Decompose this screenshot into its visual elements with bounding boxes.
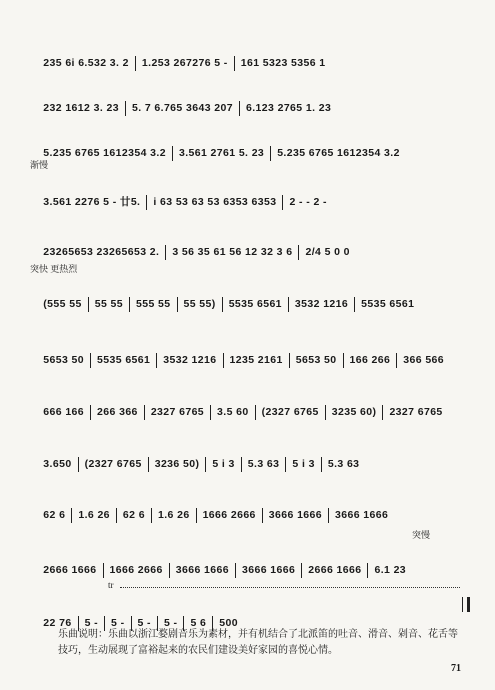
measure: 3.5 60 [217,406,249,418]
measure: 62 6 [43,509,66,521]
measure: 161 5323 5356 1 [240,57,326,69]
measure: 666 166 [43,406,85,418]
measure: 55 55) [183,298,216,310]
score-row-12 [30,596,470,629]
measure: 2327 6765 [389,406,443,418]
measure: 366 566 [403,354,445,366]
measure: (555 55 [43,298,82,310]
measure: 3666 1666 [241,564,296,576]
score-row-8 [30,385,470,418]
measure: 500 [219,617,238,629]
measure: 5.235 6765 1612354 3.2 [277,147,400,159]
measure: 1666 2666 [202,509,256,521]
score-row-10 [30,488,470,521]
trill-line [120,587,460,594]
page-number: 71 [451,663,461,674]
measure: 555 55 [135,298,171,310]
final-barline [462,597,470,612]
measure: 3.561 2276 5 - 廿5. [43,196,141,208]
measure: 5653 50 [295,354,337,366]
measure: i 63 53 63 53 6353 6353 [153,196,277,208]
measure: 5653 50 [43,354,85,366]
measure: 5 i 3 [212,458,235,470]
measure: 1.253 267276 5 - [141,57,228,69]
measure: 1666 2666 [109,564,163,576]
measure: 3666 1666 [268,509,323,521]
measure: 5.235 6765 1612354 3.2 [43,147,166,159]
measure: 5 - [137,617,151,629]
score-row-2 [30,81,470,114]
score-row-9 [30,437,470,470]
measure: 266 366 [97,406,138,418]
measure: 23265653 23265653 2. [43,246,160,258]
explanation-line-1: 乐曲说明：乐曲以浙江婺剧音乐为素材，并有机结合了北派笛的吐音、滑音、剁音、花舌等 [58,629,458,640]
measure: 2327 6765 [150,406,205,418]
trill-mark: tr [108,580,114,590]
measure: 5.3 63 [247,458,280,470]
measure: 6.1 23 [374,564,407,576]
measure: 5535 6561 [228,298,282,310]
measure: 2/4 5 0 0 [305,246,350,258]
measure: 5 - [84,617,99,629]
measure: 3532 1216 [294,298,349,310]
measure: 3.650 [43,458,72,470]
measure: 5.3 63 [327,458,360,470]
measure: 5 - [163,617,178,629]
measure: 3666 1666 [175,564,229,576]
measure: (2327 6765 [261,406,319,418]
measure: 2666 1666 [43,564,97,576]
measure: 55 55 [94,298,123,310]
measure: 5535 6561 [97,354,151,366]
score-row-4 [30,175,470,208]
measure: 1.6 26 [78,509,110,521]
score-row-11 [30,543,470,576]
tempo-cue-slow: 渐慢 [30,160,49,170]
measure: 2 - - 2 - [289,196,327,208]
measure: 6.123 2765 1. 23 [245,102,332,114]
measure: 3235 60) [331,406,377,418]
measure: 5535 6561 [361,298,415,310]
measure: 3666 1666 [335,509,389,521]
tempo-cue-sudden-slow: 突慢 [412,530,431,540]
measure: 5 i 3 [292,458,315,470]
piece-explanation [58,627,478,659]
measure: 235 6i 6.532 3. 2 [43,57,129,69]
score-row-7 [30,333,470,366]
measure: 62 6 [122,509,145,521]
measure: 3532 1216 [163,354,217,366]
score-row-3 [30,126,470,159]
measure: 3236 50) [154,458,200,470]
score-row-1 [30,36,470,69]
measure: 3 56 35 61 56 12 32 3 6 [172,246,293,258]
measure: 2666 1666 [308,564,362,576]
measure: 5 6 [190,617,207,629]
tempo-cue-sudden-fast: 突快 更热烈 [30,264,78,274]
measure: (2327 6765 [84,458,142,470]
measure: 232 1612 3. 23 [43,102,119,114]
measure: 166 266 [349,354,391,366]
explanation-line-2: 技巧，生动展现了富裕起来的农民们建设美好家园的喜悦心情。 [58,645,338,656]
measure: 5. 7 6.765 3643 207 [131,102,233,114]
measure: 22 76 [43,617,72,629]
score-row-6 [30,277,470,310]
measure: 3.561 2761 5. 23 [178,147,265,159]
measure: 1.6 26 [157,509,190,521]
measure: 1235 2161 [229,354,283,366]
measure: 5 - [111,617,125,629]
score-row-5 [30,225,470,258]
